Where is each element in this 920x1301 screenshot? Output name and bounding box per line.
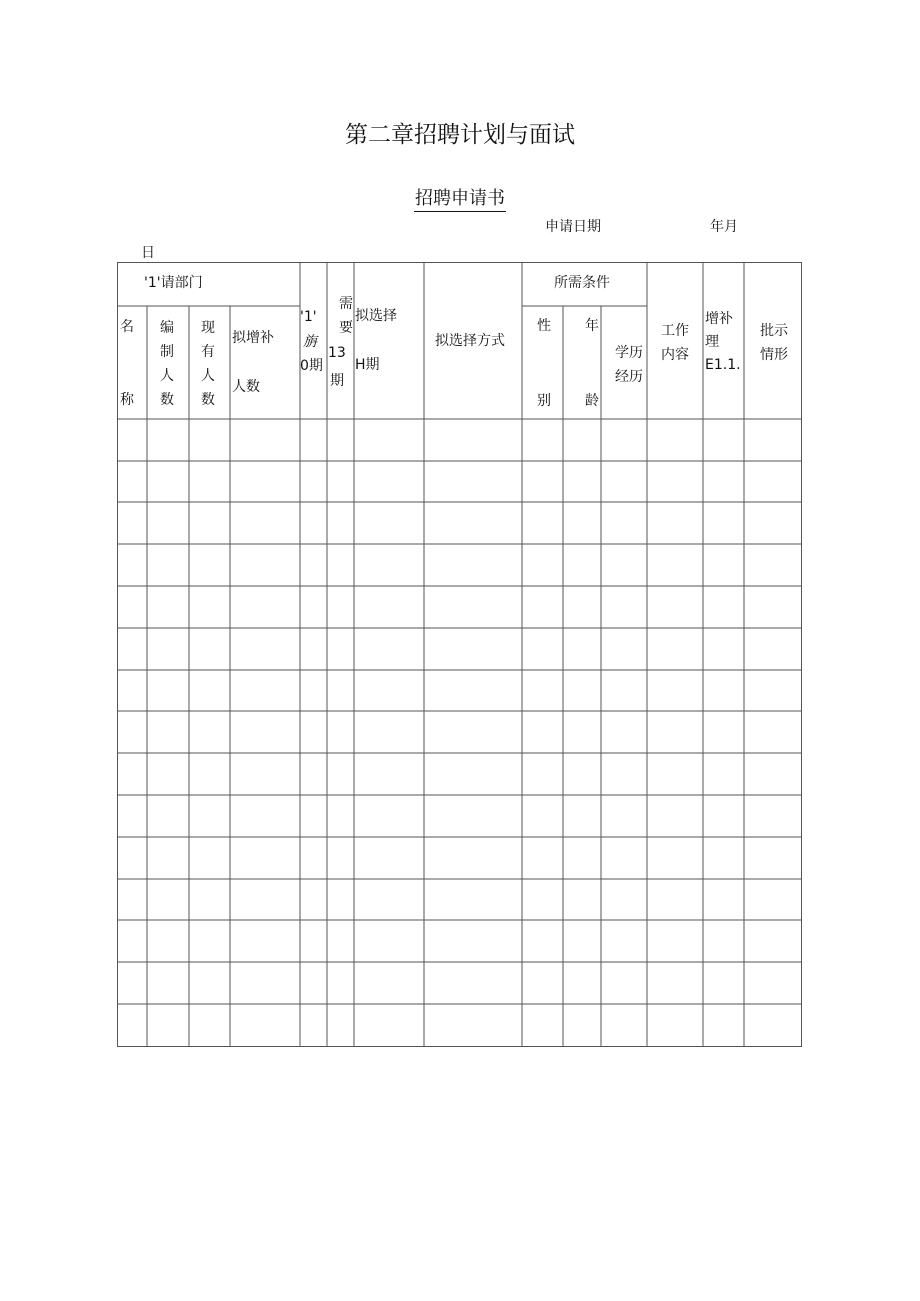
header-application-date: 旃 [303,334,317,350]
header-gender: 别 [537,393,551,409]
header-addition-reason: E1.1. [705,357,741,373]
header-application-date: 0期 [300,358,323,374]
header-selection-date: 拟选择 [355,308,397,324]
header-work-content: 内容 [661,347,689,363]
header-selection-date: H期 [355,357,380,373]
header-planned-additions: 人数 [232,379,260,395]
header-staffing-count: 数 [160,392,174,408]
header-staffing-count: 人 [160,368,174,384]
application-date-label: 申请日期 [545,219,601,235]
header-selection-method: 拟选择方式 [435,333,505,349]
recruitment-application-table [117,262,803,1048]
chapter-title: 第二章招聘计划与面试 [345,122,575,148]
header-required-date: 要 [339,320,353,336]
header-work-content: 工作 [661,323,689,339]
header-dept-name: 称 [120,392,134,408]
header-age: 龄 [585,393,599,409]
header-education-experience: 经历 [615,369,643,385]
header-required-date: 13 [328,345,346,361]
header-education-experience: 学历 [615,345,643,361]
header-current-count: 人 [201,368,215,384]
form-title [0,184,920,210]
header-addition-reason: 理 [705,334,719,350]
table-grid-lines [117,262,803,1048]
header-planned-additions: 拟增补 [232,330,274,346]
header-required-date: 需 [339,296,353,312]
header-approval-status: 批示 [760,323,788,339]
header-staffing-count: 制 [160,344,174,360]
header-gender: 性 [537,318,551,334]
date-year-month-label: 年月 [710,219,738,235]
header-approval-status: 情形 [760,347,788,363]
header-application-date: '1' [300,309,317,325]
header-conditions-group: 所需条件 [554,275,610,291]
form-title-text: 招聘申请书 [414,188,506,212]
table-border [118,263,802,1047]
header-staffing-count: 编 [160,320,174,336]
header-current-count: 数 [201,392,215,408]
header-required-date: 期 [330,373,344,389]
header-current-count: 有 [201,344,215,360]
date-day-label: 日 [141,245,155,261]
header-current-count: 现 [201,320,215,336]
header-dept-name: 名 [120,319,134,335]
header-dept-group: '1'请部门 [144,275,203,291]
header-addition-reason: 增补 [705,311,733,327]
header-age: 年 [585,318,599,334]
